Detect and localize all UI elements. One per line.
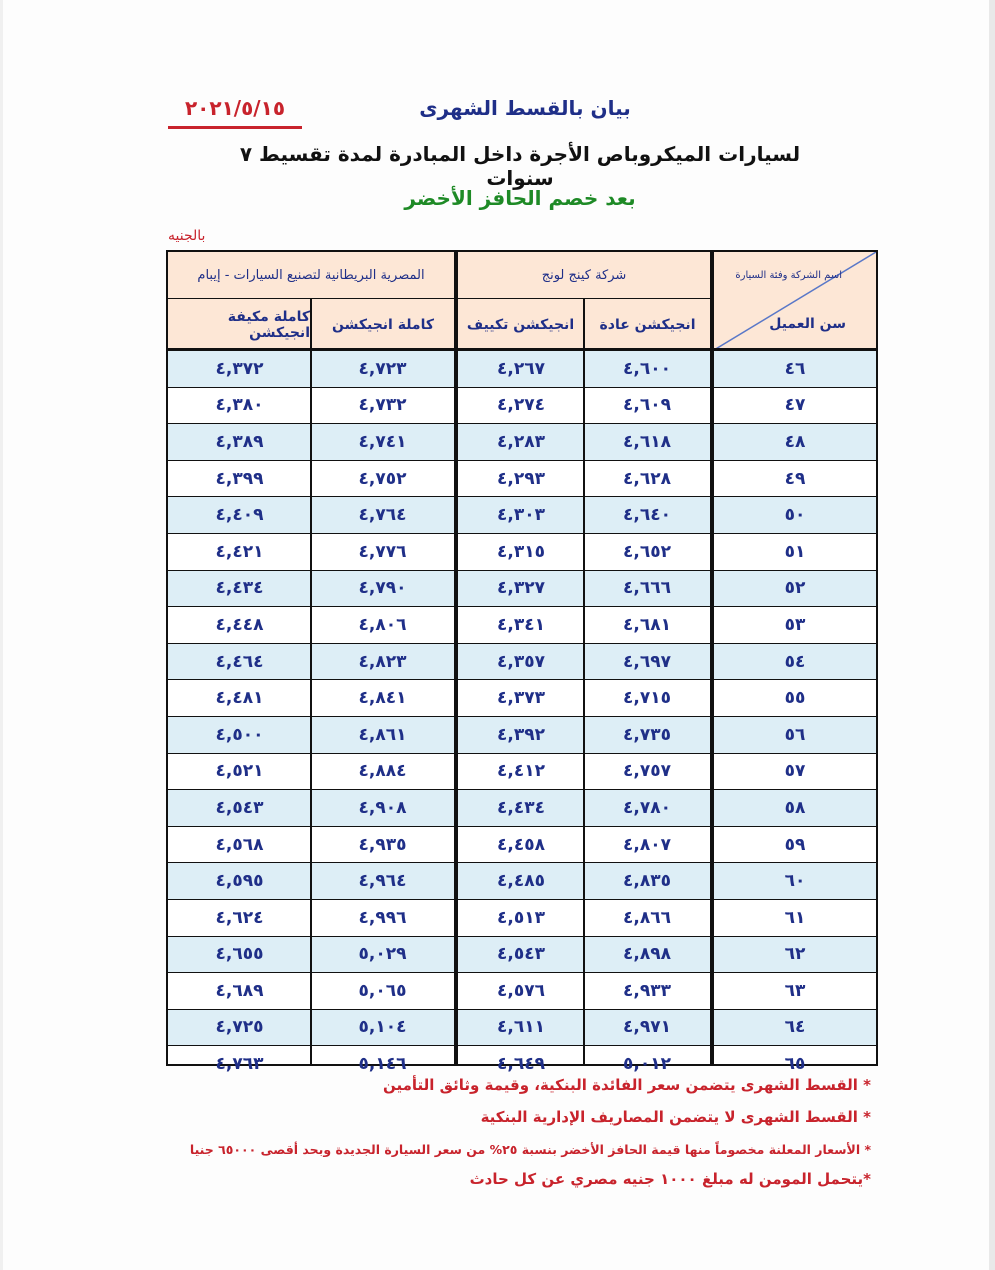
table-header (168, 252, 454, 350)
table-cell-v1: ٤,٣٥٧ (497, 651, 545, 672)
table-cell-v2: ٤,٦٠٩ (623, 395, 671, 416)
table-cell-v1: ٤,٢٧٤ (497, 395, 545, 416)
table-cell-v3: ٤,٣٩٩ (215, 468, 264, 489)
column-header-injection-ac: انجيكشن تكييف (466, 316, 575, 333)
table-cell-v3: ٤,٦٢٤ (215, 907, 264, 928)
table-cell-v3: ٤,٥٤٣ (215, 797, 264, 818)
table-cell-v3: ٤,٥٦٨ (215, 834, 264, 855)
table-cell-age: ٦٣ (784, 980, 806, 1001)
document-date: ٢٠٢١/٥/١٥ (184, 96, 286, 120)
table-cell-v1: ٤,٥١٣ (497, 907, 545, 928)
table-cell-v3: ٤,٣٧٢ (215, 358, 264, 379)
table-cell-v1: ٤,٢٩٣ (497, 468, 545, 489)
table-cell-v3: ٤,٤٢١ (215, 541, 264, 562)
table-cell-v1: ٤,٤٣٤ (497, 797, 545, 818)
table-cell-age: ٥٩ (784, 834, 806, 855)
footnote-4: *يتحمل المومن له مبلغ ١٠٠٠ جنيه مصري عن كل حادث (469, 1170, 871, 1188)
table-cell-v3: ٤,٤٦٤ (215, 651, 264, 672)
corner-label-company: اسم الشركة وفئة السيارة (735, 270, 842, 281)
table-cell-v2: ٤,٨٣٥ (623, 871, 671, 892)
table-row (714, 644, 876, 681)
footnote-1: * القسط الشهرى يتضمن سعر الفائدة البنكية، وقيمة وثائق التأمين (382, 1076, 871, 1094)
table-row (714, 571, 876, 608)
table-cell-age: ٦٥ (784, 1054, 806, 1075)
table-cell-v3: ٤,٤٣٤ (215, 578, 264, 599)
column-divider (310, 350, 312, 1064)
table-cell-v2: ٤,٧١٥ (623, 688, 671, 709)
table-cell-v2: ٤,٧٥٧ (623, 761, 671, 782)
page-left-edge (0, 0, 3, 1270)
table-cell-v3: ٤,٧٦٣ (215, 1054, 264, 1075)
table-cell-v2: ٤,٧٣٥ (623, 724, 671, 745)
table-cell-v4: ٤,٨٨٤ (358, 761, 407, 782)
table-cell-v2: ٤,٩٣٣ (623, 980, 671, 1001)
table-cell-v2: ٤,٨٩٨ (623, 944, 671, 965)
table-cell-v1: ٤,٤٥٨ (497, 834, 545, 855)
group-header-ebam: المصرية البريطانية لتصنيع السيارات - إيبام (168, 252, 454, 299)
page-right-edge (989, 0, 995, 1270)
document-title: بيان بالقسط الشهرى (419, 96, 631, 120)
table-cell-v3: ٤,٤٨١ (215, 688, 264, 709)
table-cell-age: ٥٨ (784, 797, 806, 818)
table-cell-v4: ٥,٠٢٩ (358, 944, 407, 965)
footnote-2: * القسط الشهرى لا يتضمن المصاريف الإدارية البنكية (480, 1108, 871, 1126)
corner-header (714, 252, 876, 350)
table-cell-v3: ٤,٦٥٥ (215, 944, 264, 965)
table-cell-v4: ٤,٧٤١ (358, 431, 407, 452)
table-row (714, 607, 876, 644)
table-row (714, 827, 876, 864)
table-cell-v1: ٤,٤١٢ (497, 761, 545, 782)
table-cell-v1: ٤,٦٤٩ (497, 1054, 545, 1075)
table-cell-age: ٤٨ (784, 431, 806, 452)
table-cell-v2: ٥,٠١٢ (623, 1054, 671, 1075)
column-divider (583, 298, 585, 350)
table-cell-v1: ٤,٣٠٣ (497, 505, 545, 526)
table-cell-v4: ٥,١٤٦ (358, 1054, 407, 1075)
document-subtitle: لسيارات الميكروباص الأجرة داخل المبادرة لمدة تقسيط ٧ سنوات (239, 142, 801, 190)
table-cell-v3: ٤,٦٨٩ (215, 980, 264, 1001)
table-cell-v1: ٤,٤٨٥ (497, 871, 545, 892)
table-cell-v2: ٤,٩٧١ (623, 1017, 671, 1038)
table-cell-v4: ٤,٧٣٢ (358, 395, 407, 416)
table-cell-v4: ٤,٧٦٤ (358, 505, 407, 526)
table-cell-v4: ٥,٠٦٥ (358, 980, 407, 1001)
table-cell-age: ٥٠ (784, 505, 806, 526)
table-cell-v2: ٤,٦١٨ (623, 431, 671, 452)
table-cell-v4: ٤,٨٠٦ (358, 614, 407, 635)
rows-age (714, 351, 876, 1082)
table-cell-v3: ٤,٣٨٠ (215, 395, 264, 416)
table-row (714, 790, 876, 827)
table-row (714, 351, 876, 388)
table-cell-v4: ٤,٧٥٢ (358, 468, 407, 489)
table-cell-v2: ٤,٦٠٠ (623, 358, 671, 379)
column-header-injection-normal: انجيكشن عادة (599, 316, 696, 333)
column-header-full-ac-injection: كاملة مكيفة انجيكشن (227, 308, 310, 341)
column-header-full-injection: كاملة انجيكشن (332, 316, 434, 333)
table-cell-v1: ٤,٥٧٦ (497, 980, 545, 1001)
table-row (714, 534, 876, 571)
table-cell-v2: ٤,٨٠٧ (623, 834, 671, 855)
table-cell-v2: ٤,٦٦٦ (623, 578, 671, 599)
table-cell-age: ٥٧ (784, 761, 806, 782)
table-cell-age: ٥٥ (784, 688, 806, 709)
table-header (458, 252, 710, 350)
table-row (714, 754, 876, 791)
table-king-long (456, 250, 712, 1075)
discount-note: بعد خصم الحافز الأخضر (404, 186, 636, 210)
table-cell-v2: ٤,٧٨٠ (623, 797, 671, 818)
table-row (714, 1010, 876, 1047)
table-row (714, 937, 876, 974)
table-ebam (166, 250, 456, 1075)
corner-diagonal (714, 252, 876, 350)
table-cell-v1: ٤,٥٤٣ (497, 944, 545, 965)
table-age (712, 250, 878, 1075)
table-row (714, 424, 876, 461)
table-cell-v4: ٤,٩٦٤ (358, 871, 407, 892)
table-cell-v2: ٤,٨٦٦ (623, 907, 671, 928)
table-cell-v2: ٤,٦٥٢ (623, 541, 671, 562)
table-row (714, 388, 876, 425)
table-cell-age: ٥١ (784, 541, 806, 562)
column-divider (583, 350, 585, 1064)
table-cell-v1: ٤,٣١٥ (497, 541, 545, 562)
table-cell-v4: ٤,٨٦١ (358, 724, 407, 745)
table-row (714, 863, 876, 900)
table-cell-age: ٥٣ (784, 614, 806, 635)
table-cell-v1: ٤,٢٨٣ (497, 431, 545, 452)
table-row (714, 900, 876, 937)
table-cell-v1: ٤,٦١١ (497, 1017, 545, 1038)
table-cell-age: ٦٢ (784, 944, 806, 965)
table-cell-v4: ٤,٧٩٠ (358, 578, 407, 599)
table-cell-v4: ٥,١٠٤ (358, 1017, 407, 1038)
table-cell-v1: ٤,٣٢٧ (497, 578, 545, 599)
table-cell-age: ٦٤ (784, 1017, 806, 1038)
table-cell-age: ٤٩ (784, 468, 806, 489)
table-cell-v1: ٤,٢٦٧ (497, 358, 545, 379)
table-cell-v3: ٤,٣٨٩ (215, 431, 264, 452)
group-header-king-long: شركة كينج لونج (458, 252, 710, 299)
footnote-3: * الأسعار المعلنة مخصوماً منها قيمة الحافز الأخضر بنسبة ٢٥% من سعر السيارة الجديدة وبحد أقصى ٦٥٠٠٠ جنيا (189, 1142, 871, 1157)
table-cell-v4: ٤,٩٩٦ (358, 907, 407, 928)
table-cell-v4: ٤,٩٠٨ (358, 797, 407, 818)
table-row (714, 461, 876, 498)
table-cell-age: ٦٠ (784, 871, 806, 892)
table-cell-v2: ٤,٦٩٧ (623, 651, 671, 672)
table-cell-v4: ٤,٧٧٦ (358, 541, 407, 562)
table-cell-age: ٤٧ (784, 395, 806, 416)
table-row (714, 497, 876, 534)
table-cell-v2: ٤,٦٢٨ (623, 468, 671, 489)
table-cell-v1: ٤,٣٧٣ (497, 688, 545, 709)
table-cell-age: ٥٢ (784, 578, 806, 599)
table-cell-v1: ٤,٣٤١ (497, 614, 545, 635)
table-cell-v3: ٤,٤٠٩ (215, 505, 264, 526)
table-row (714, 680, 876, 717)
corner-label-age: سن العميل (769, 316, 846, 332)
table-cell-v3: ٤,٥٢١ (215, 761, 264, 782)
table-cell-age: ٦١ (784, 907, 806, 928)
table-row (714, 717, 876, 754)
table-row (714, 973, 876, 1010)
table-cell-v3: ٤,٤٤٨ (215, 614, 264, 635)
currency-unit: بالجنيه (168, 228, 206, 244)
table-cell-age: ٥٤ (784, 651, 806, 672)
table-cell-age: ٥٦ (784, 724, 806, 745)
table-cell-v3: ٤,٧٢٥ (215, 1017, 264, 1038)
table-cell-v4: ٤,٩٣٥ (358, 834, 407, 855)
table-cell-v3: ٤,٥٩٥ (215, 871, 264, 892)
table-cell-v4: ٤,٨٢٣ (358, 651, 407, 672)
table-cell-age: ٤٦ (784, 358, 806, 379)
table-cell-v4: ٤,٨٤١ (358, 688, 407, 709)
table-cell-v4: ٤,٧٢٣ (358, 358, 407, 379)
table-cell-v2: ٤,٦٨١ (623, 614, 671, 635)
table-cell-v1: ٤,٣٩٢ (497, 724, 545, 745)
column-divider (310, 298, 312, 350)
date-underline (168, 126, 302, 129)
table-cell-v3: ٤,٥٠٠ (215, 724, 264, 745)
table-cell-v2: ٤,٦٤٠ (623, 505, 671, 526)
